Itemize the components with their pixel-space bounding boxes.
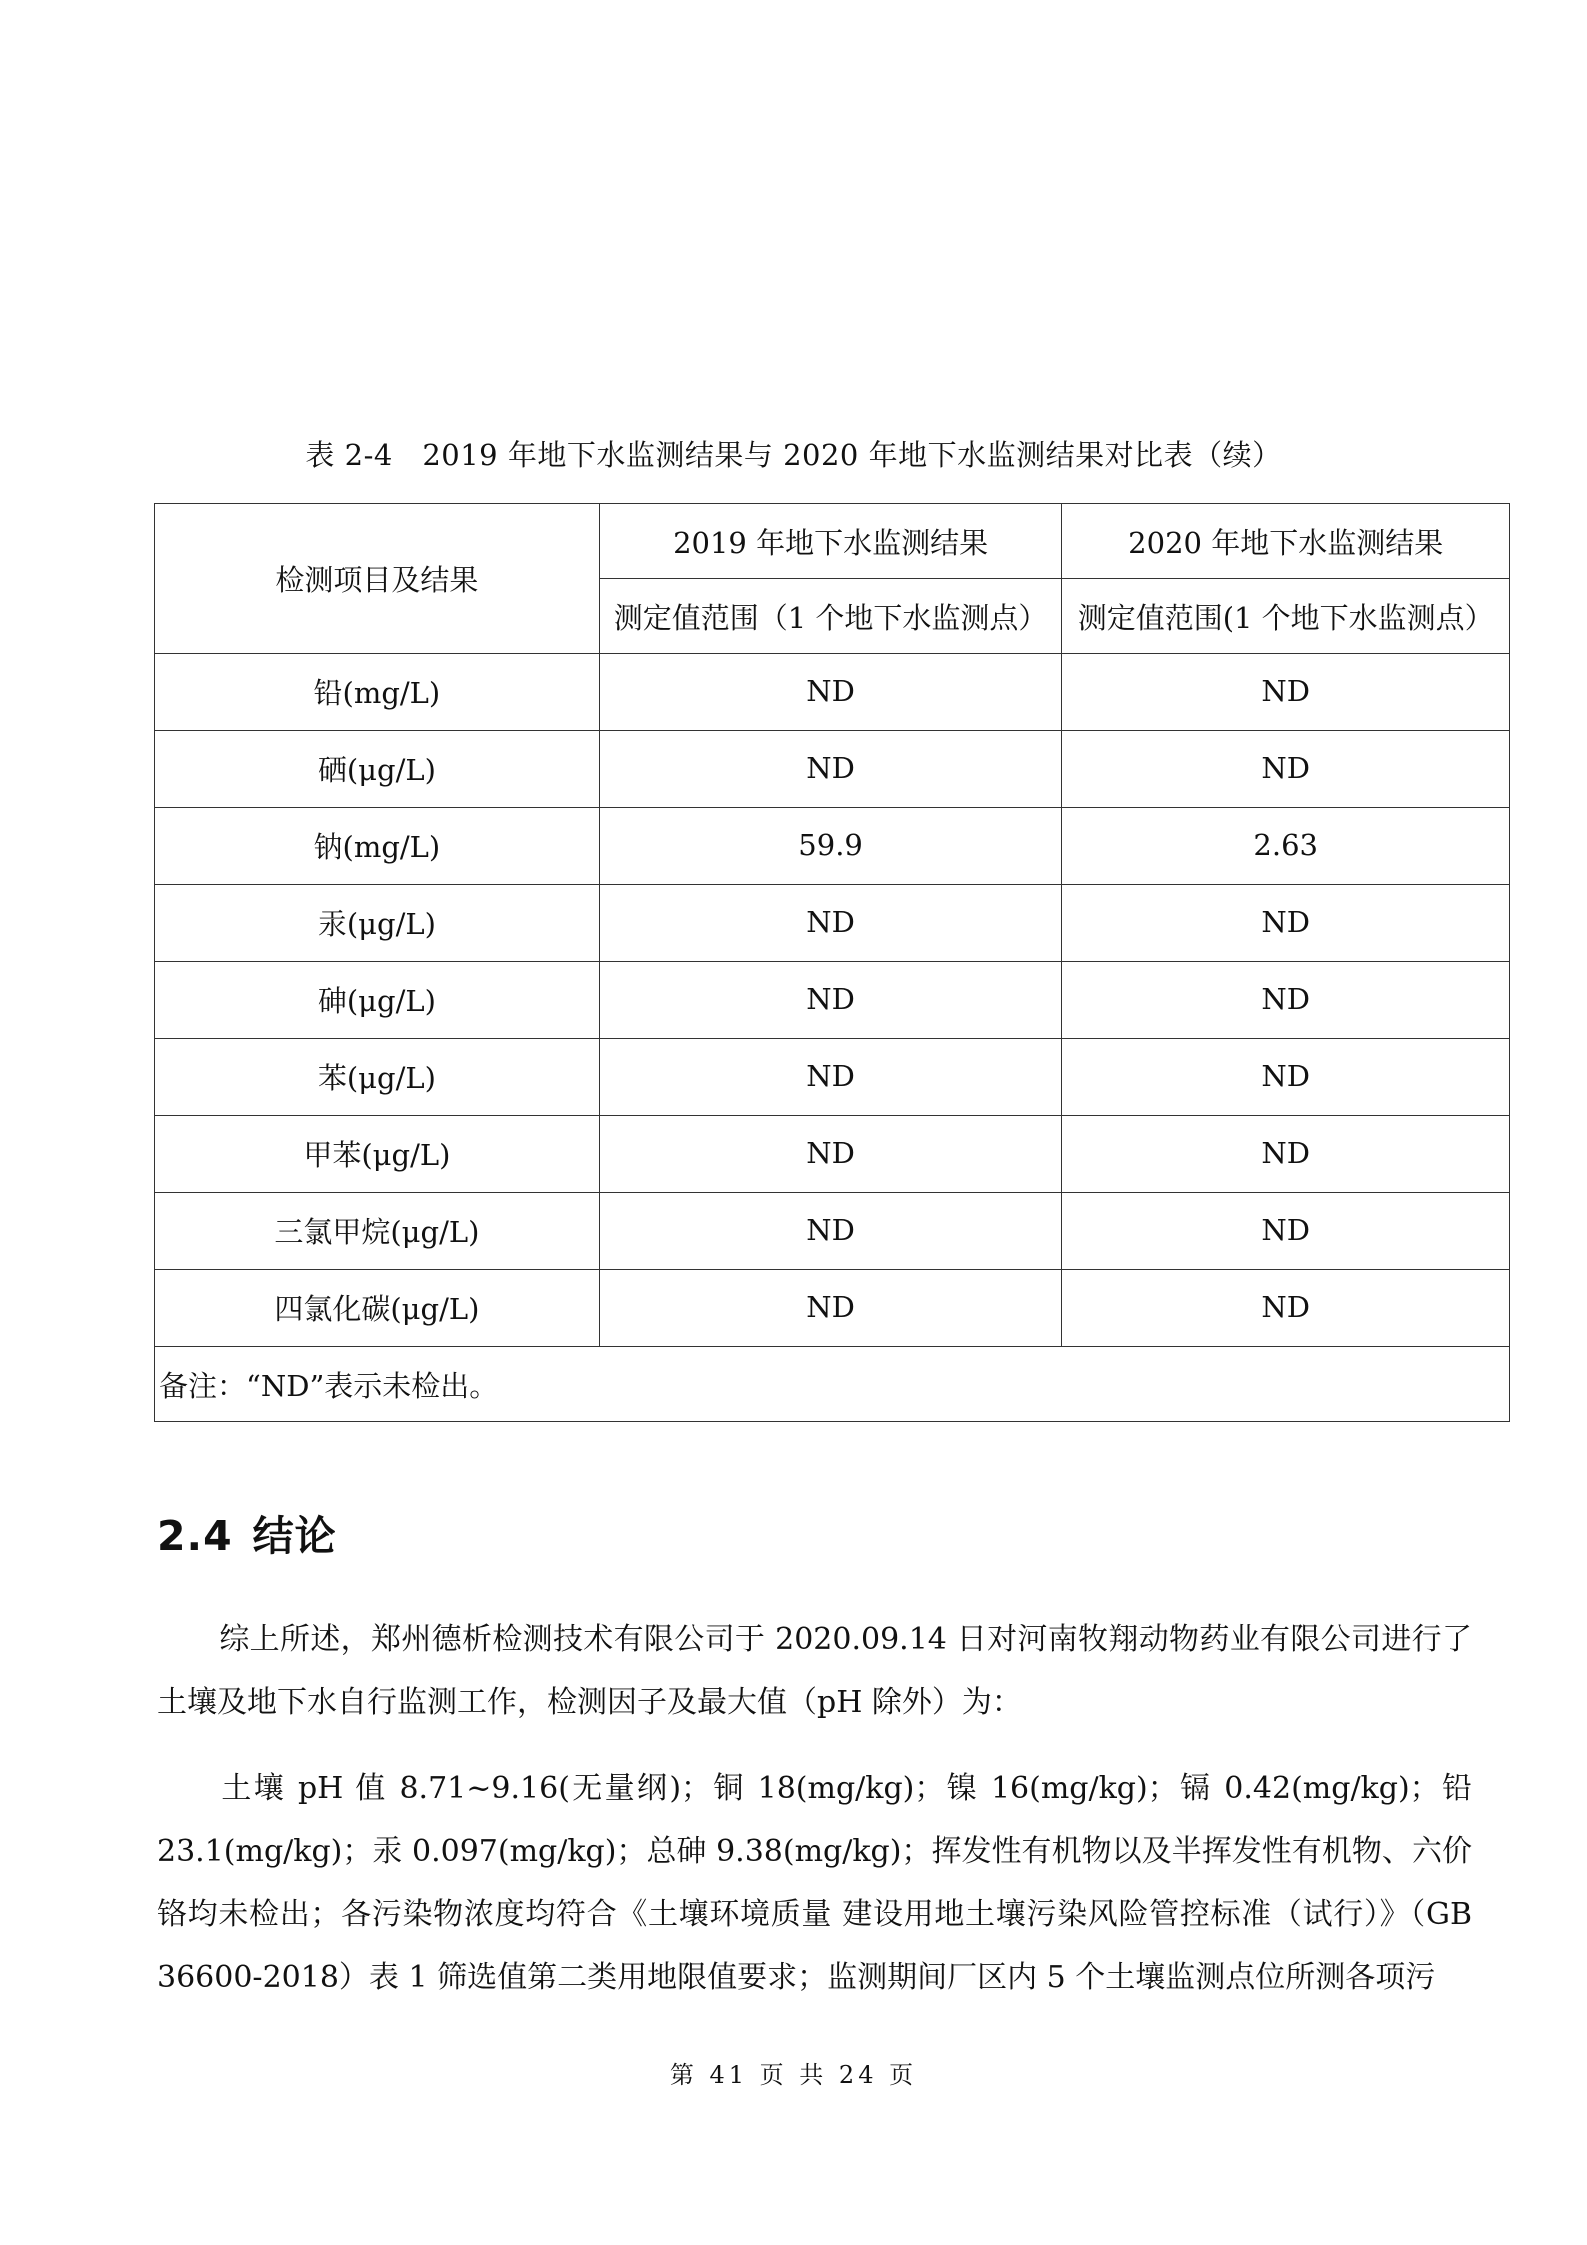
cell-item: 钠(mg/L) (155, 808, 600, 885)
cell-item: 三氯甲烷(μg/L) (155, 1193, 600, 1270)
section-heading (157, 1503, 337, 1562)
comparison-table (154, 503, 1510, 1422)
cell-2020: ND (1062, 1116, 1510, 1193)
cell-2020: ND (1062, 1270, 1510, 1347)
table-row (155, 1116, 1510, 1193)
soil-results-paragraph (157, 1757, 1472, 2009)
cell-2019: ND (599, 1270, 1062, 1347)
cell-2020: 2.63 (1062, 808, 1510, 885)
cell-item: 铅(mg/L) (155, 654, 600, 731)
subheader-2019: 测定值范围（1 个地下水监测点） (599, 579, 1062, 654)
table-row (155, 962, 1510, 1039)
table-row (155, 808, 1510, 885)
table-row (155, 654, 1510, 731)
paragraph-text: 综上所述，郑州德析检测技术有限公司于 2020.09.14 日对河南牧翔动物药业有限公司进行了土壤及地下水自行监测工作，检测因子及最大值（pH 除外）为： (157, 1622, 1472, 1720)
table-header-row (155, 504, 1510, 579)
table-note: 备注：“ND”表示未检出。 (155, 1347, 1510, 1422)
cell-2019: ND (599, 885, 1062, 962)
table-row (155, 731, 1510, 808)
cell-2019: ND (599, 654, 1062, 731)
subheader-2020: 测定值范围(1 个地下水监测点） (1062, 579, 1510, 654)
cell-item: 甲苯(μg/L) (155, 1116, 600, 1193)
header-item: 检测项目及结果 (155, 504, 600, 654)
header-2020: 2020 年地下水监测结果 (1062, 504, 1510, 579)
cell-2020: ND (1062, 962, 1510, 1039)
cell-2019: ND (599, 962, 1062, 1039)
table-row (155, 1039, 1510, 1116)
table-row (155, 885, 1510, 962)
cell-2019: ND (599, 1193, 1062, 1270)
cell-2020: ND (1062, 1039, 1510, 1116)
cell-2019: ND (599, 1116, 1062, 1193)
cell-item: 砷(μg/L) (155, 962, 600, 1039)
cell-item: 四氯化碳(μg/L) (155, 1270, 600, 1347)
table-row (155, 1193, 1510, 1270)
cell-2020: ND (1062, 731, 1510, 808)
cell-2019: ND (599, 731, 1062, 808)
table-row (155, 1270, 1510, 1347)
table-note-row (155, 1347, 1510, 1422)
cell-item: 苯(μg/L) (155, 1039, 600, 1116)
header-2019: 2019 年地下水监测结果 (599, 504, 1062, 579)
cell-2020: ND (1062, 1193, 1510, 1270)
table-caption: 表 2-4 2019 年地下水监测结果与 2020 年地下水监测结果对比表（续） (305, 438, 1282, 472)
conclusion-paragraph (157, 1608, 1472, 1734)
cell-item: 硒(μg/L) (155, 731, 600, 808)
cell-2020: ND (1062, 654, 1510, 731)
cell-item: 汞(μg/L) (155, 885, 600, 962)
section-title: 结论 (252, 1512, 337, 1560)
cell-2019: 59.9 (599, 808, 1062, 885)
cell-2019: ND (599, 1039, 1062, 1116)
cell-2020: ND (1062, 885, 1510, 962)
page-footer: 第 41 页 共 24 页 (669, 2061, 918, 2089)
paragraph-text: 土壤 pH 值 8.71~9.16(无量纲)；铜 18(mg/kg)；镍 16(mg/kg)；镉 0.42(mg/kg)；铅 23.1(mg/kg)；汞 0.097(mg/kg)；总砷 9.38(mg/kg)；挥发性有机物以及半挥发性有机物、六价铬均未检出；各污染物浓度均符合《土壤环境质量 建设用地土壤污染风险管控标准（试行）》（GB 36600-2018）表 1 筛选值第二类用地限值要求；监测期间厂区内 5 个土壤监测点位所测各项污 (157, 1771, 1472, 1995)
section-number: 2.4 (157, 1512, 233, 1560)
